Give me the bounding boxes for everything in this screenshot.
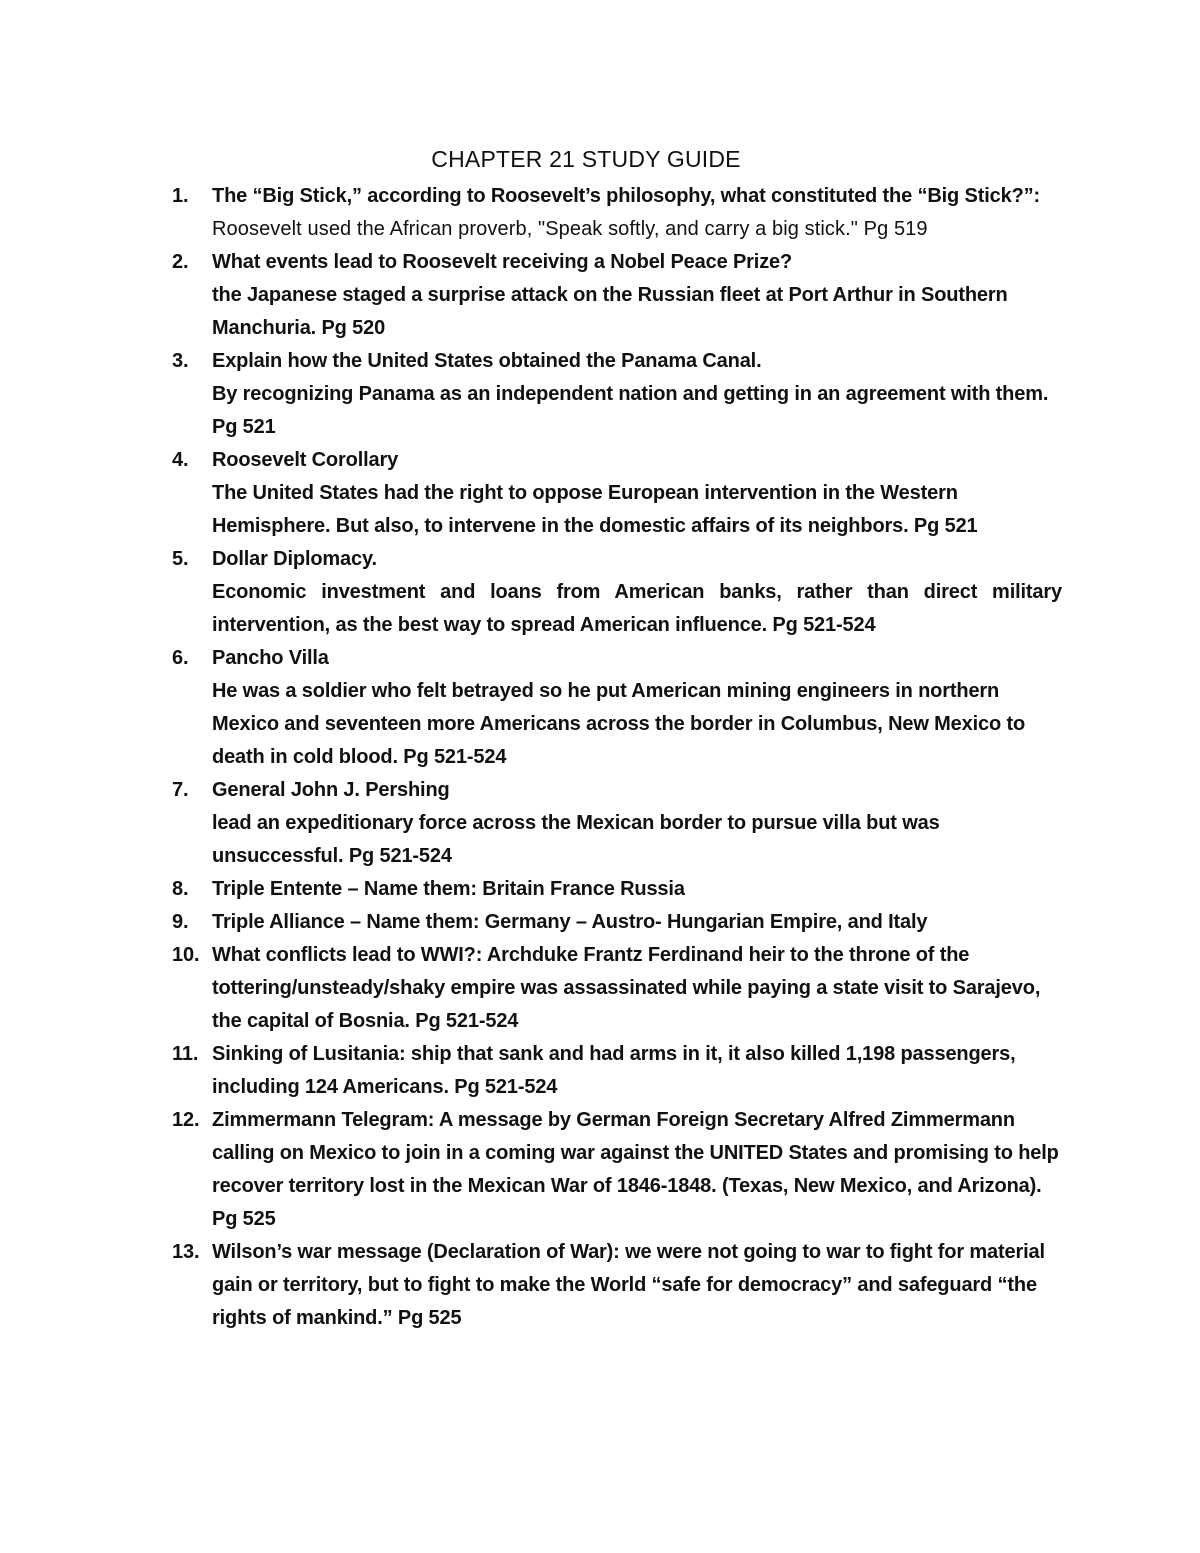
list-item xyxy=(172,444,1062,543)
item-number: 11. xyxy=(172,1043,199,1065)
item-number: 1. xyxy=(172,185,189,207)
item-text: Sinking of Lusitania: ship that sank and had arms in it, it also killed 1,198 passengers, including 124 Americans. Pg 521-524 xyxy=(212,1043,1016,1098)
answer-text: the Japanese staged a surprise attack on the Russian fleet at Port Arthur in Southern Manchuria. Pg 520 xyxy=(212,284,1008,339)
item-number: 5. xyxy=(172,548,189,570)
list-item xyxy=(172,1104,1062,1236)
item-number: 9. xyxy=(172,911,189,933)
list-item xyxy=(172,345,1062,444)
item-text: Triple Alliance – Name them: Germany – Austro- Hungarian Empire, and Italy xyxy=(212,911,928,933)
item-text: Wilson’s war message (Declaration of War): we were not going to war to fight for material gain or territory, but to fight to make the World “safe for democracy” and safeguard “the rights of mankind.” Pg 525 xyxy=(212,1241,1045,1329)
question-text: Explain how the United States obtained the Panama Canal. xyxy=(212,350,762,372)
list-item xyxy=(172,774,1062,873)
item-text: Triple Entente – Name them: Britain France Russia xyxy=(212,878,685,900)
item-number: 2. xyxy=(172,251,189,273)
answer-text: He was a soldier who felt betrayed so he put American mining engineers in northern Mexico and seventeen more Americans across the border in Columbus, New Mexico to death in cold blood. Pg 521-524 xyxy=(212,680,1026,768)
item-number: 12. xyxy=(172,1109,200,1131)
question-text: Pancho Villa xyxy=(212,647,329,669)
answer-text: The United States had the right to oppose European intervention in the Western Hemisphere. But also, to intervene in the domestic affairs of its neighbors. Pg 521 xyxy=(212,482,978,537)
list-item xyxy=(172,543,1062,642)
item-number: 7. xyxy=(172,779,189,801)
item-number: 3. xyxy=(172,350,189,372)
item-number: 10. xyxy=(172,944,200,966)
answer-text: lead an expeditionary force across the Mexican border to pursue villa but was unsuccessful. Pg 521-524 xyxy=(212,812,940,867)
list-item xyxy=(172,642,1062,774)
list-item xyxy=(172,1038,1062,1104)
page-title: CHAPTER 21 STUDY GUIDE xyxy=(431,146,741,172)
item-text: Zimmermann Telegram: A message by German Foreign Secretary Alfred Zimmermann calling on Mexico to join in a coming war against the UNITED States and promising to help recover territory lost in the Mexican War of 1846-1848. (Texas, New Mexico, and Arizona). Pg 525 xyxy=(212,1109,1059,1230)
study-guide-list xyxy=(172,180,1062,1335)
item-number: 8. xyxy=(172,878,189,900)
question-text: The “Big Stick,” according to Roosevelt’s philosophy, what constituted the “Big Stick?”: xyxy=(212,185,1040,207)
item-number: 13. xyxy=(172,1241,200,1263)
list-item xyxy=(172,180,1062,246)
question-text: Roosevelt Corollary xyxy=(212,449,399,471)
answer-text: By recognizing Panama as an independent nation and getting in an agreement with them. Pg 521 xyxy=(212,383,1049,438)
item-number: 6. xyxy=(172,647,189,669)
list-item xyxy=(172,246,1062,345)
list-item xyxy=(172,939,1062,1038)
answer-text: Roosevelt used the African proverb, "Speak softly, and carry a big stick." Pg 519 xyxy=(212,218,928,240)
item-number: 4. xyxy=(172,449,189,471)
question-text: Dollar Diplomacy. xyxy=(212,548,377,570)
question-text: What events lead to Roosevelt receiving a Nobel Peace Prize? xyxy=(212,251,793,273)
list-item xyxy=(172,873,1062,906)
answer-text: Economic investment and loans from American banks, rather than direct military intervention, as the best way to spread American influence. Pg 521-524 xyxy=(212,581,1062,636)
list-item xyxy=(172,906,1062,939)
list-item xyxy=(172,1236,1062,1335)
item-text: What conflicts lead to WWI?: Archduke Frantz Ferdinand heir to the throne of the tottering/unsteady/shaky empire was assassinated while paying a state visit to Sarajevo, the capital of Bosnia. Pg 521-524 xyxy=(212,944,1041,1032)
question-text: General John J. Pershing xyxy=(212,779,450,801)
